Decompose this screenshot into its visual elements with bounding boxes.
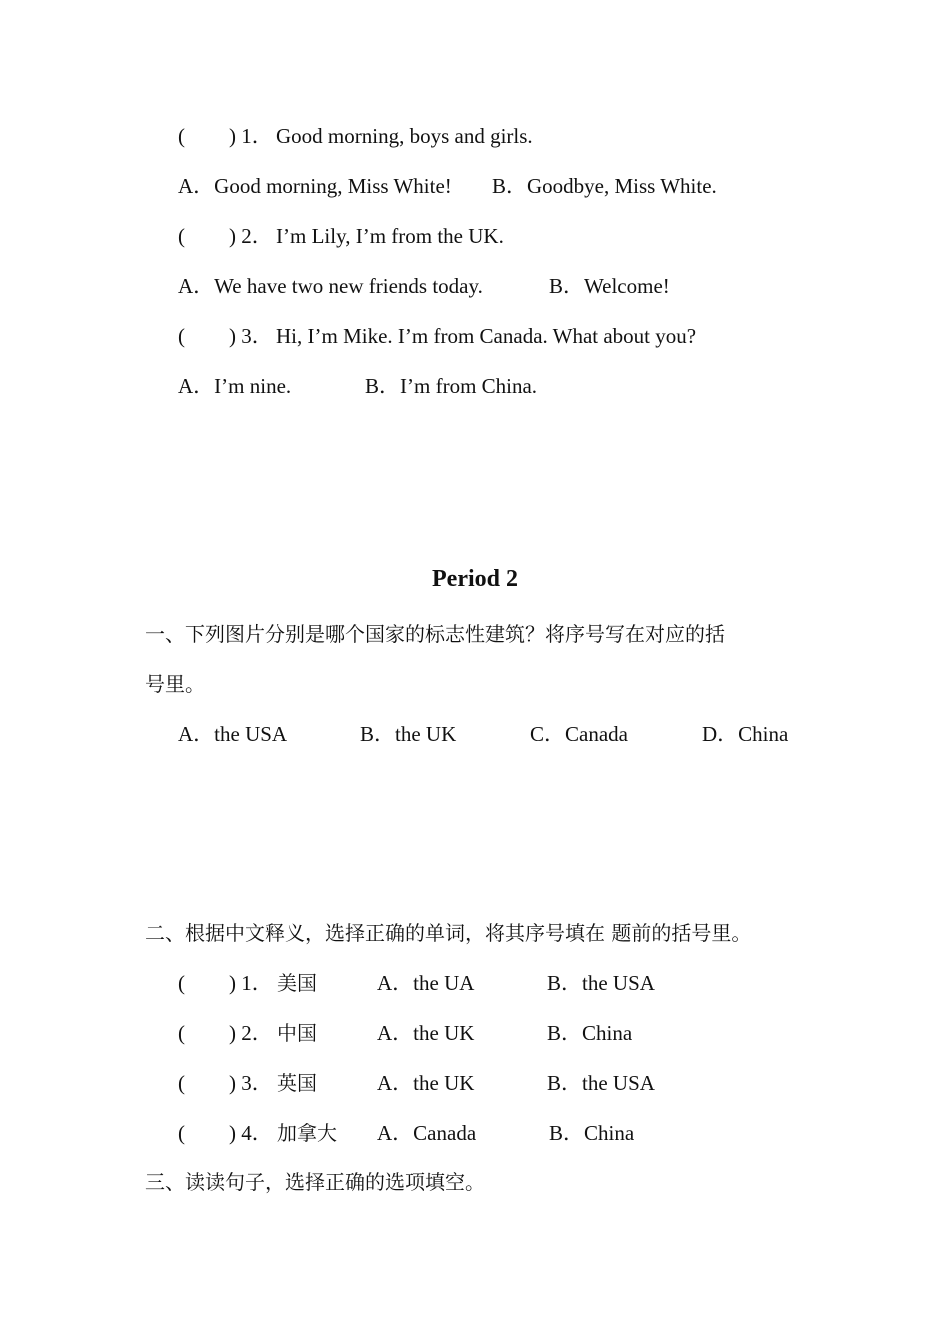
answer-bracket[interactable]: ( <box>178 971 185 995</box>
item-number: ) 2． <box>229 1021 273 1045</box>
option-a: A．We have two new friends today. <box>178 274 483 298</box>
question-number: ) 2． <box>229 224 273 248</box>
country-option-b: B．the UK <box>360 722 457 746</box>
country-option-c: C．Canada <box>530 722 628 746</box>
option-a: A．I’m nine. <box>178 374 292 398</box>
answer-bracket[interactable]: ( <box>178 224 185 248</box>
section-1-instruction-line-2: 号里。 <box>145 672 205 696</box>
option-b: B．the USA <box>547 1071 655 1095</box>
item-number: ) 3． <box>229 1071 273 1095</box>
answer-bracket[interactable]: ( <box>178 1071 185 1095</box>
answer-bracket[interactable]: ( <box>178 324 185 348</box>
option-b: B．Welcome! <box>549 274 670 298</box>
section-2-instruction: 二、根据中文释义，选择正确的单词，将其序号填在 题前的括号里。 <box>145 921 752 945</box>
item-number: ) 4． <box>229 1121 273 1145</box>
option-b: B．I’m from China. <box>365 374 538 398</box>
question-text: Hi, I’m Mike. I’m from Canada. What about you? <box>276 324 697 348</box>
chinese-meaning: 美国 <box>277 971 317 995</box>
option-a: A．the UK <box>377 1071 475 1095</box>
option-a: A．the UK <box>377 1021 475 1045</box>
option-b: B．China <box>549 1121 635 1145</box>
answer-bracket[interactable]: ( <box>178 124 185 148</box>
item-number: ) 1． <box>229 971 273 995</box>
chinese-meaning: 中国 <box>277 1021 317 1045</box>
option-b: B．Goodbye, Miss White. <box>492 174 717 198</box>
option-b: B．the USA <box>547 971 655 995</box>
country-option-a: A．the USA <box>178 722 288 746</box>
section-1-instruction-line-1: 一、下列图片分别是哪个国家的标志性建筑？将序号写在对应的括 <box>145 622 725 646</box>
chinese-meaning: 加拿大 <box>277 1121 337 1145</box>
period-title: Period 2 <box>432 566 518 592</box>
answer-bracket[interactable]: ( <box>178 1121 185 1145</box>
country-option-d: D．China <box>702 722 789 746</box>
answer-bracket[interactable]: ( <box>178 1021 185 1045</box>
option-a: A．the UA <box>377 971 475 995</box>
question-text: Good morning, boys and girls. <box>276 124 533 148</box>
question-number: ) 3． <box>229 324 273 348</box>
question-text: I’m Lily, I’m from the UK. <box>276 224 504 248</box>
option-a: A．Canada <box>377 1121 477 1145</box>
option-b: B．China <box>547 1021 633 1045</box>
section-3-instruction: 三、读读句子，选择正确的选项填空。 <box>145 1170 485 1194</box>
question-number: ) 1． <box>229 124 273 148</box>
option-a: A．Good morning, Miss White! <box>178 174 452 198</box>
chinese-meaning: 英国 <box>277 1071 317 1095</box>
